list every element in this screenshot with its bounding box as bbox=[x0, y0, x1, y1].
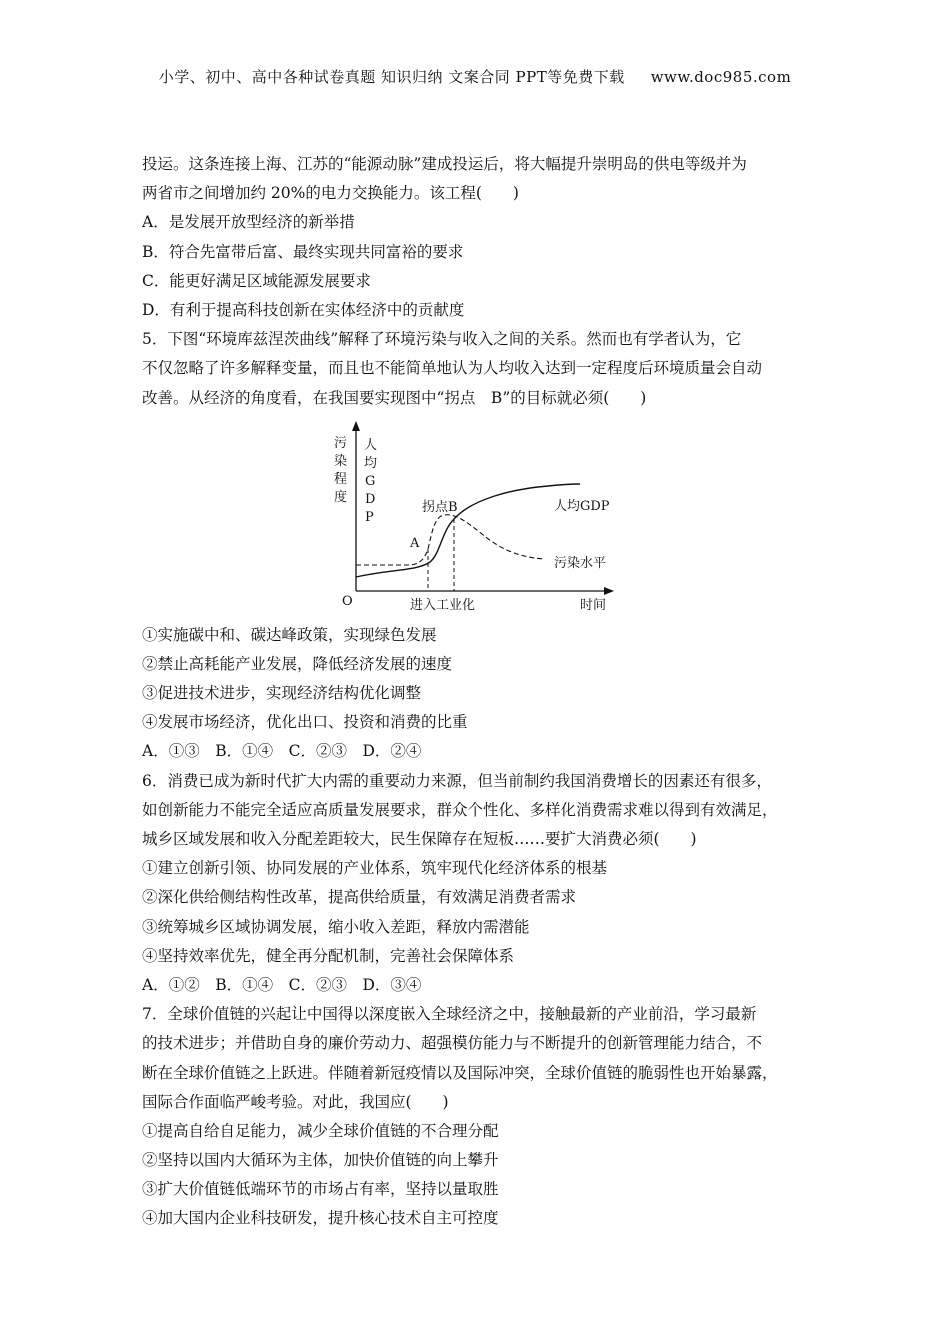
q4-option-c: C．能更好满足区域能源发展要求 bbox=[142, 271, 371, 290]
q6-statement-3: ③统筹城乡区域协调发展，缩小收入差距，释放内需潜能 bbox=[142, 917, 530, 936]
kuznets-curve-figure bbox=[142, 413, 814, 621]
q5-statement-4: ④发展市场经济，优化出口、投资和消费的比重 bbox=[142, 713, 468, 732]
q4-stem-line: 两省市之间增加约 20%的电力交换能力。该工程( ) bbox=[142, 184, 519, 203]
q7-statement-2: ②坚持以国内大循环为主体，加快价值链的向上攀升 bbox=[142, 1151, 499, 1170]
q7-statement-1: ①提高自给自足能力，减少全球价值链的不合理分配 bbox=[142, 1121, 499, 1140]
y-label-right-char: 均 bbox=[364, 455, 378, 471]
industrial-label: 进入工业化 bbox=[410, 597, 476, 613]
q6-statement-2: ②深化供给侧结构性改革，提高供给质量，有效满足消费者需求 bbox=[142, 888, 577, 907]
q5-statement-3: ③促进技术进步，实现经济结构优化调整 bbox=[142, 684, 422, 703]
question-7 bbox=[142, 1000, 814, 1234]
q7-stem-line: 国际合作面临严峻考验。对此，我国应( ) bbox=[142, 1092, 449, 1111]
point-a-label: A bbox=[410, 535, 420, 551]
q6-stem-line: 城乡区域发展和收入分配差距较大，民生保障存在短板……要扩大消费必须( ) bbox=[142, 830, 697, 848]
y-label-right-char: D bbox=[365, 491, 376, 507]
q5-statement-1: ①实施碳中和、碳达峰政策，实现绿色发展 bbox=[142, 625, 437, 644]
q6-statement-4: ④坚持效率优先，健全再分配机制，完善社会保障体系 bbox=[142, 946, 515, 965]
kuznets-curve-diagram bbox=[322, 419, 622, 615]
y-label-right-char: 人 bbox=[364, 437, 378, 453]
q5-stem-line: 5．下图“环境库兹涅茨曲线”解释了环境污染与收入之间的关系。然而也有学者认为，它 bbox=[142, 330, 742, 349]
q4-stem-line: 投运。这条连接上海、江苏的“能源动脉”建成投运后，将大幅提升崇明岛的供电等级并为 bbox=[142, 155, 747, 173]
q7-stem-line: 的技术进步；并借助自身的廉价劳动力、超强模仿能力与不断提升的创新管理能力结合，不 bbox=[142, 1034, 763, 1053]
document-body bbox=[142, 150, 814, 1234]
x-axis-arrow bbox=[604, 587, 614, 595]
q4-option-b: B．符合先富带后富、最终实现共同富裕的要求 bbox=[142, 242, 464, 261]
x-axis-label: 时间 bbox=[580, 597, 607, 613]
q5-stem-line: 改善。从经济的角度看，在我国要实现图中“拐点 B”的目标就必须( ) bbox=[142, 388, 647, 407]
question-6 bbox=[142, 767, 814, 1001]
page-header bbox=[0, 66, 950, 87]
y-label-right-char: G bbox=[365, 473, 376, 489]
q5-statement-2: ②禁止高耗能产业发展，降低经济发展的速度 bbox=[142, 654, 453, 673]
y-axis-arrow bbox=[352, 421, 360, 431]
header-url[interactable]: www.doc985.com bbox=[650, 68, 792, 86]
q5-answer-options: A．①③ B．①④ C．②③ D．②④ bbox=[142, 742, 422, 761]
q4-option-d: D．有利于提高科技创新在实体经济中的贡献度 bbox=[142, 300, 465, 319]
q7-stem-line: 7．全球价值链的兴起让中国得以深度嵌入全球经济之中，接触最新的产业前沿，学习最新 bbox=[142, 1005, 757, 1024]
gdp-curve-label: 人均GDP bbox=[554, 498, 610, 514]
y-label-left-char: 度 bbox=[334, 489, 348, 505]
q6-stem-line: 如创新能力不能完全适应高质量发展要求，群众个性化、多样化消费需求难以得到有效满足， bbox=[142, 800, 778, 819]
q5-stem-line: 不仅忽略了许多解释变量，而且也不能简单地认为人均收入达到一定程度后环境质量会自动 bbox=[142, 359, 763, 378]
y-label-left-char: 程 bbox=[334, 471, 348, 487]
y-label-left-char: 染 bbox=[334, 453, 348, 469]
origin-label: O bbox=[342, 593, 353, 609]
point-b-label: 拐点B bbox=[422, 499, 458, 515]
pollution-curve-label: 污染水平 bbox=[554, 555, 607, 571]
pollution-curve bbox=[356, 514, 544, 564]
y-label-right-char: P bbox=[365, 509, 374, 525]
question-5 bbox=[142, 325, 814, 767]
question-4 bbox=[142, 150, 814, 325]
q7-statement-3: ③扩大价值链低端环节的市场占有率，坚持以量取胜 bbox=[142, 1180, 499, 1199]
q7-statement-4: ④加大国内企业科技研发，提升核心技术自主可控度 bbox=[142, 1209, 499, 1228]
y-label-left-char: 污 bbox=[334, 435, 348, 451]
q6-stem-line: 6．消费已成为新时代扩大内需的重要动力来源，但当前制约我国消费增长的因素还有很多， bbox=[142, 771, 772, 790]
gdp-curve bbox=[356, 484, 580, 577]
q6-statement-1: ①建立创新引领、协同发展的产业体系，筑牢现代化经济体系的根基 bbox=[142, 859, 608, 878]
q4-option-a: A．是发展开放型经济的新举措 bbox=[142, 213, 355, 232]
q7-stem-line: 断在全球价值链之上跃进。伴随着新冠疫情以及国际冲突，全球价值链的脆弱性也开始暴露， bbox=[142, 1063, 778, 1082]
q6-answer-options: A．①② B．①④ C．②③ D．③④ bbox=[142, 975, 422, 994]
header-text: 小学、初中、高中各种试卷真题 知识归纳 文案合同 PPT等免费下载 bbox=[158, 68, 625, 86]
